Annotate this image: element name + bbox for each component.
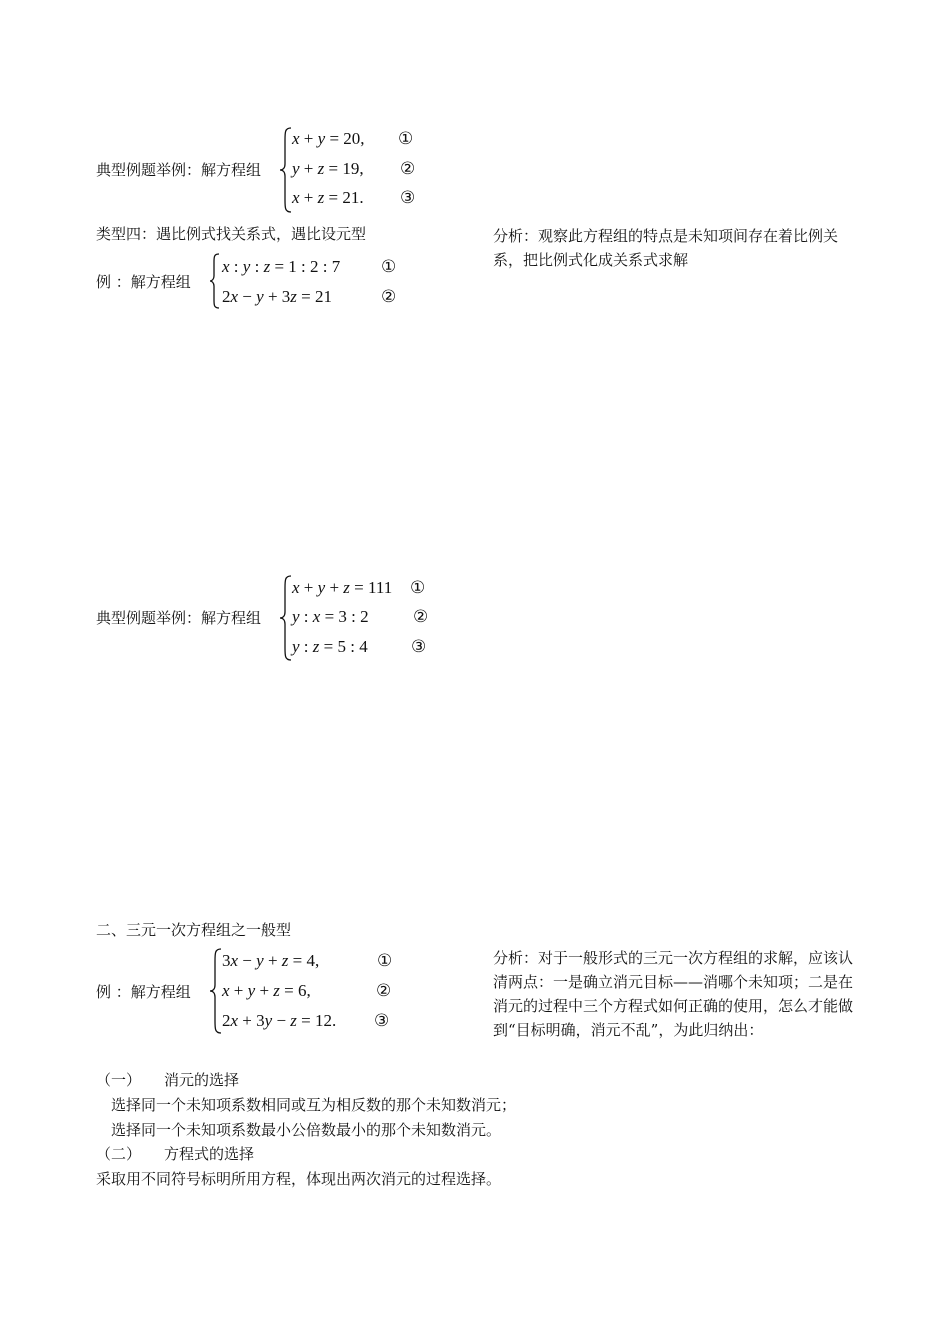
ex1-eq1-mark: ① (398, 129, 414, 148)
section2-eq2-mark: ② (376, 981, 392, 1000)
section2-eq3: 2x + 3y − z = 12. (222, 1011, 337, 1030)
left-brace-icon (279, 126, 293, 214)
ex2-eq3-mark: ③ (411, 637, 427, 656)
ex1-eq3-mark: ③ (400, 188, 416, 207)
section2-example-label: 例 ：解方程组 (96, 983, 191, 1001)
subheading-2-number: （二） (96, 1145, 142, 1163)
subheading-2-text: 方程式的选择 (164, 1145, 255, 1163)
section2-analysis: 分析：对于一般形式的三元一次方程组的求解，应该认清两点：一是确立消元目标——消哪个未知项；二是在消元的过程中三个方程式如何正确的使用，怎么才能做到“目标明确，消元不乱”，为此归纳出： (493, 949, 854, 1039)
type4-example-label: 例 ：解方程组 (96, 273, 191, 291)
type4-eq2: 2x − y + 3z = 21 (222, 287, 332, 306)
note-line-3: 采取用不同符号标明所用方程，体现出两次消元的过程选择。 (96, 1170, 502, 1188)
ex1-eq2-mark: ② (400, 159, 416, 178)
type4-analysis: 分析：观察此方程组的特点是未知项间存在着比例关系，把比例式化成关系式求解 (493, 227, 839, 269)
left-brace-icon (279, 574, 293, 662)
left-brace-icon (209, 252, 221, 310)
note-line-1: 选择同一个未知项系数相同或互为相反数的那个未知数消元； (111, 1096, 517, 1114)
ex2-eq2: y : x = 3 : 2 (292, 607, 369, 626)
section2-eq2: x + y + z = 6, (222, 981, 311, 1000)
example1-label: 典型例题举例：解方程组 (96, 161, 262, 179)
ex2-eq1: x + y + z = 111 (292, 578, 393, 597)
type4-heading: 类型四：遇比例式找关系式，遇比设元型 (96, 225, 367, 243)
ex1-eq3: x + z = 21. (292, 188, 364, 207)
section2-eq3-mark: ③ (374, 1011, 390, 1030)
example2-label: 典型例题举例：解方程组 (96, 609, 262, 627)
type4-eq2-mark: ② (381, 287, 397, 306)
ex1-eq1: x + y = 20, (292, 129, 365, 148)
left-brace-icon (209, 947, 223, 1035)
section2-eq1: 3x − y + z = 4, (222, 951, 320, 970)
ex2-eq1-mark: ① (410, 578, 426, 597)
ex2-eq3: y : z = 5 : 4 (292, 637, 368, 656)
type4-eq1-mark: ① (381, 257, 397, 276)
note-line-2: 选择同一个未知项系数最小公倍数最小的那个未知数消元。 (111, 1121, 502, 1139)
type4-eq1: x : y : z = 1 : 2 : 7 (222, 257, 341, 276)
section2-eq1-mark: ① (377, 951, 393, 970)
ex2-eq2-mark: ② (413, 607, 429, 626)
section2-heading: 二、三元一次方程组之一般型 (96, 921, 292, 939)
subheading-1-number: （一） (96, 1071, 142, 1089)
ex1-eq2: y + z = 19, (292, 159, 364, 178)
subheading-1-text: 消元的选择 (164, 1071, 240, 1089)
